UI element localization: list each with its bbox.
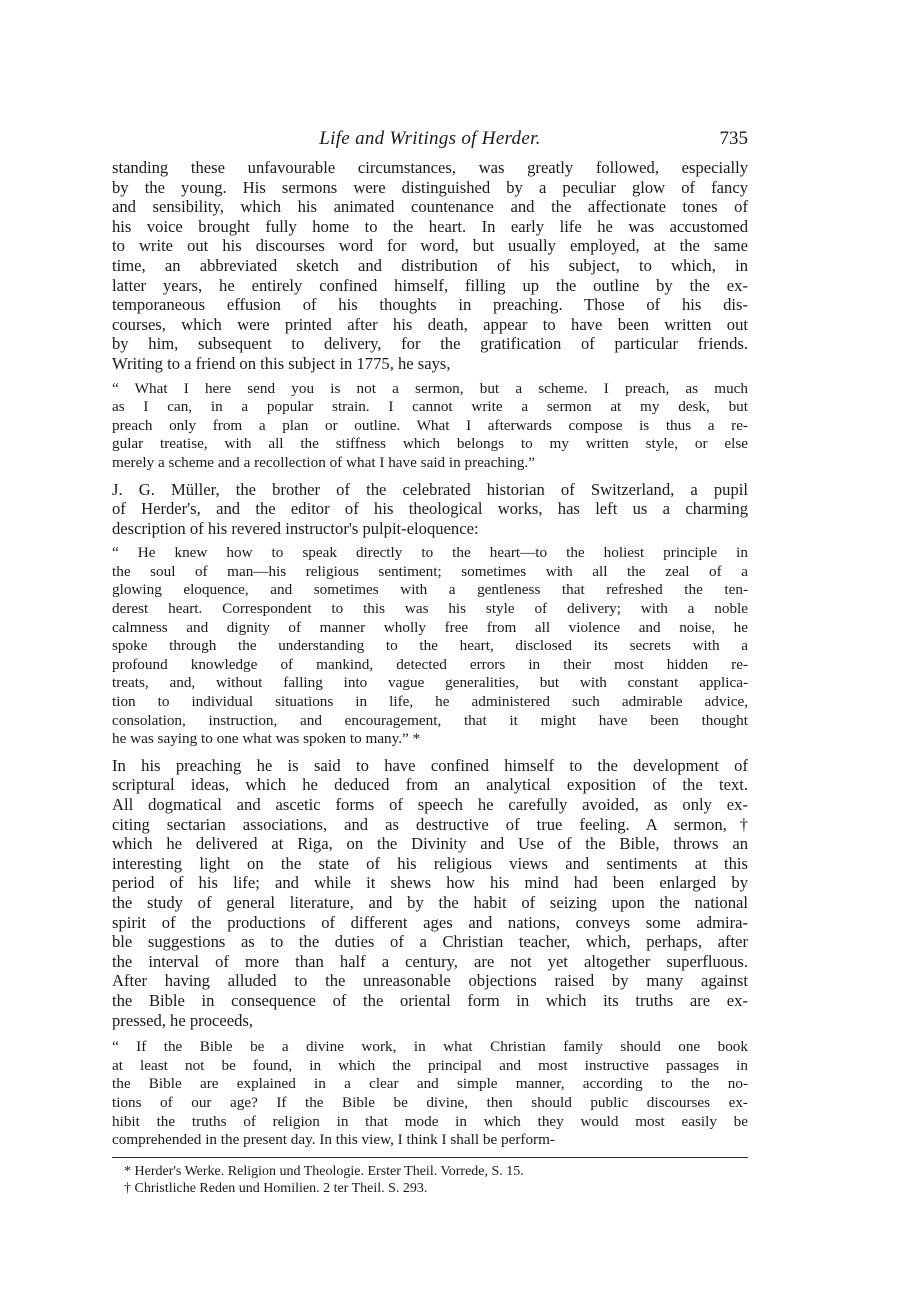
text-line: temporaneous effusion of his thoughts in preaching. Those of his dis- [112, 295, 748, 315]
text-line: “ He knew how to speak directly to the heart—to the holiest principle in [112, 544, 748, 562]
text-line: J. G. Müller, the brother of the celebrated historian of Switzerland, a pupil [112, 479, 748, 499]
text-line: courses, which were printed after his death, appear to have been written out [112, 314, 748, 334]
text-line: the interval of more than half a century, are not yet altogether superfluous. [112, 951, 748, 971]
text-line: time, an abbreviated sketch and distribution of his subject, to which, in [112, 255, 748, 275]
text-line: to write out his discourses word for word, but usually employed, at the same [112, 236, 748, 256]
text-line: tions of our age? If the Bible be divine, then should public discourses ex- [112, 1093, 748, 1111]
text-line: comprehended in the present day. In this view, I think I shall be perform- [112, 1131, 555, 1149]
text-line: by the young. His sermons were distinguished by a peculiar glow of fancy [112, 177, 748, 197]
page-body [112, 158, 748, 1157]
text-line: profound knowledge of mankind, detected errors in their most hidden re- [112, 655, 748, 673]
text-line: After having alluded to the unreasonable objections raised by many against [112, 971, 748, 991]
footnote: * Herder's Werke. Religion und Theologie. Erster Theil. Vorrede, S. 15. [124, 1164, 524, 1179]
text-line: merely a scheme and a recollection of what I have said in preaching.” [112, 453, 535, 471]
text-line: citing sectarian associations, and as destructive of true feeling. A sermon,† [112, 814, 748, 834]
text-line: his voice brought fully home to the heart. In early life he was accustomed [112, 216, 748, 236]
text-line: tion to individual situations in life, he administered such admirable advice, [112, 693, 748, 711]
text-line: treats, and, without falling into vague generalities, but with constant applica- [112, 674, 748, 692]
paragraph [112, 480, 748, 539]
text-line: by him, subsequent to delivery, for the gratification of particular friends. [112, 334, 748, 354]
text-line: interesting light on the state of his religious views and sentiments at this [112, 853, 748, 873]
text-line: the Bible are explained in a clear and simple manner, according to the no- [112, 1075, 748, 1093]
text-line: hibit the truths of religion in that mode in which they would most easily be [112, 1112, 748, 1130]
text-line: Writing to a friend on this subject in 1775, he says, [112, 353, 451, 373]
text-line: at least not be found, in which the principal and most instructive passages in [112, 1056, 748, 1074]
text-line: consolation, instruction, and encouragement, that it might have been thought [112, 711, 748, 729]
text-line: preach only from a plan or outline. What I afterwards compose is thus a re- [112, 416, 748, 434]
footnotes [124, 1163, 724, 1197]
block-quote [112, 544, 748, 749]
text-line: latter years, he entirely confined himself, filling up the outline by the ex- [112, 275, 748, 295]
text-line: calmness and dignity of manner wholly free from all violence and noise, he [112, 618, 748, 636]
text-line: and sensibility, which his animated countenance and the affectionate tones of [112, 197, 748, 217]
text-line: description of his revered instructor's pulpit-eloquence: [112, 518, 479, 538]
footnote-divider [112, 1157, 748, 1158]
footnote: † Christliche Reden und Homilien. 2 ter Theil. S. 293. [124, 1181, 428, 1196]
text-line: the Bible in consequence of the oriental form in which its truths are ex- [112, 990, 748, 1010]
text-line: the study of general literature, and by the habit of seizing upon the national [112, 892, 748, 912]
text-line: glowing eloquence, and sometimes with a gentleness that refreshed the ten- [112, 581, 748, 599]
text-line: “ If the Bible be a divine work, in what Christian family should one book [112, 1038, 748, 1056]
running-title: Life and Writings of Herder. [319, 128, 541, 149]
block-quote [112, 1038, 748, 1150]
text-line: All dogmatical and ascetic forms of speech he carefully avoided, as only ex- [112, 795, 748, 814]
text-line: period of his life; and while it shews how his mind had been enlarged by [112, 873, 748, 893]
page-header [112, 128, 748, 154]
text-line: derest heart. Correspondent to this was his style of delivery; with a noble [112, 600, 748, 618]
text-line: as I can, in a popular strain. I cannot write a sermon at my desk, but [112, 398, 748, 416]
block-quote [112, 380, 748, 473]
text-line: of Herder's, and the editor of his theological works, has left us a charming [112, 499, 748, 519]
text-line: the soul of man—his religious sentiment; sometimes with all the zeal of a [112, 562, 748, 580]
text-line: In his preaching he is said to have confined himself to the development of [112, 755, 748, 775]
text-line: he was saying to one what was spoken to many.” * [112, 730, 421, 748]
paragraph [112, 756, 748, 1030]
text-line: gular treatise, with all the stiffness which belongs to my written style, or else [112, 435, 748, 453]
paragraph [112, 158, 748, 374]
text-line: spirit of the productions of different ages and nations, conveys some admira- [112, 912, 748, 932]
text-line: which he delivered at Riga, on the Divinity and Use of the Bible, throws an [112, 834, 748, 854]
text-line: “ What I here send you is not a sermon, but a scheme. I preach, as much [112, 379, 748, 397]
page-number: 735 [719, 128, 748, 149]
text-line: scriptural ideas, which he deduced from an analytical exposition of the text. [112, 775, 748, 795]
text-line: pressed, he proceeds, [112, 1010, 253, 1030]
text-line: spoke through the understanding to the heart, disclosed its secrets with a [112, 637, 748, 655]
text-line: ble suggestions as to the duties of a Christian teacher, which, perhaps, after [112, 932, 748, 952]
text-line: standing these unfavourable circumstances, was greatly followed, especially [112, 158, 748, 177]
